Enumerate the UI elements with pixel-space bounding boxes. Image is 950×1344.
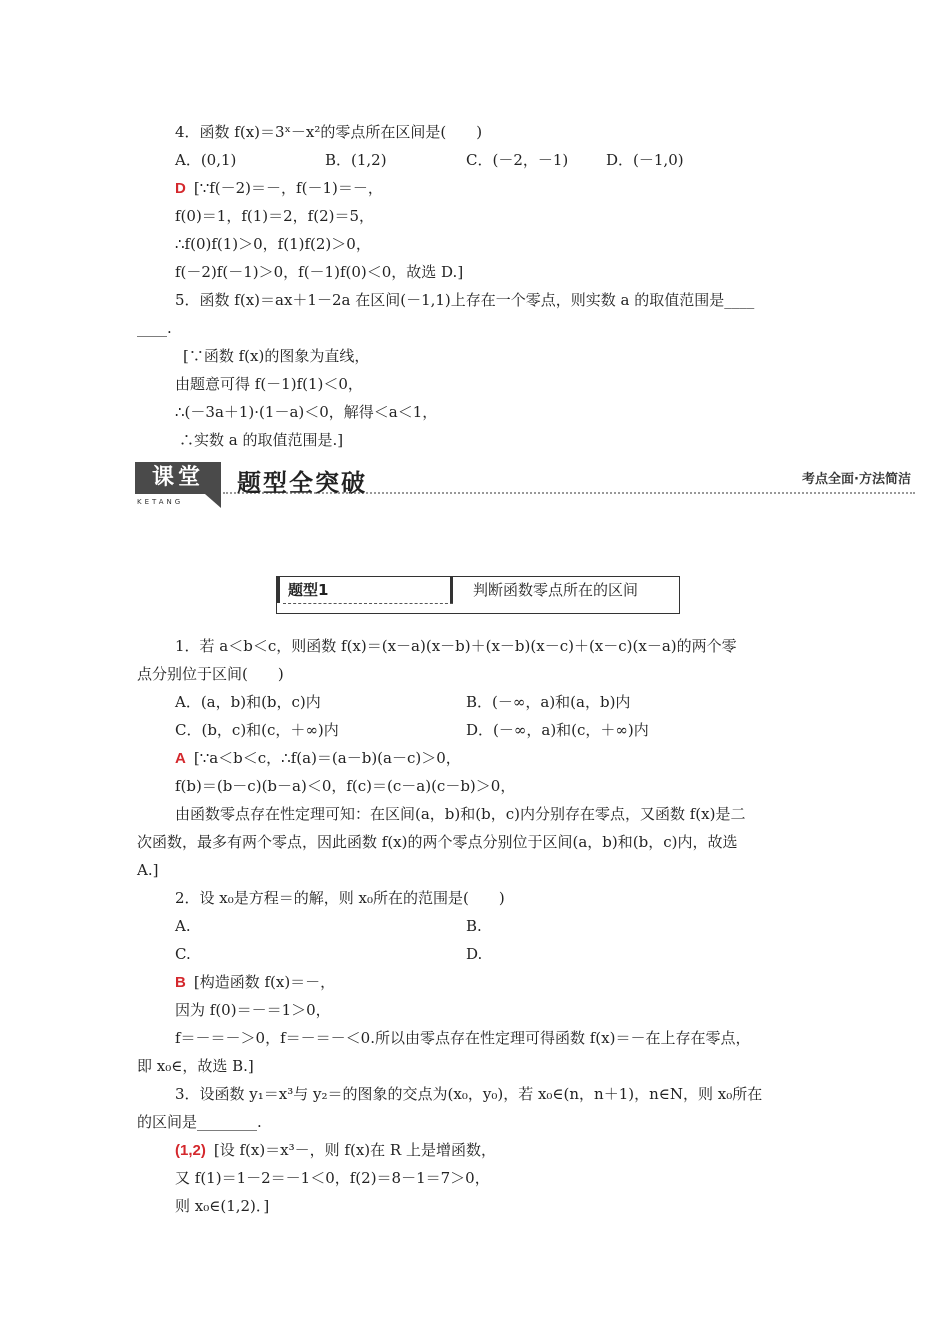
q1-option-c: C．(b，c)和(c，＋∞)内: [175, 721, 339, 739]
q3-solution-line: [175, 1140, 496, 1161]
q1-stem-cont: 点分别位于区间( ): [137, 665, 284, 683]
q2-solution-line: f＝－＝－＞0，f＝－＝－＜0.所以由零点存在性定理可得函数 f(x)＝－在上存在零点，: [175, 1029, 751, 1047]
q1-solution-line: f(b)＝(b－c)(b－a)＜0，f(c)＝(c－a)(c－b)＞0，: [175, 777, 516, 795]
q4-solution-text: [∵f(－2)＝－，f(－1)＝－，: [193, 179, 383, 197]
q2-option-b: B.: [466, 917, 482, 935]
q3-solution-text: [设 f(x)＝x³－，则 f(x)在 R 上是增函数，: [213, 1141, 496, 1159]
question-type-box: [276, 576, 680, 614]
q5-solution-line: 由题意可得 f(－1)f(1)＜0，: [175, 375, 363, 393]
banner-slogan: 考点全面·方法简洁: [802, 472, 911, 487]
question-type-title: 判断函数零点所在的区间: [473, 581, 639, 599]
q4-solution-line: [175, 178, 383, 199]
q5-stem-cont: ____.: [137, 319, 172, 337]
q3-answer: (1,2): [175, 1142, 206, 1159]
q4-stem: 4．函数 f(x)＝3ˣ－x²的零点所在区间是( ): [175, 123, 483, 141]
q2-option-d: D.: [466, 945, 483, 963]
q5-stem: 5．函数 f(x)＝ax＋1－2a 在区间(－1,1)上存在一个零点，则实数 a 的取值范围是____: [175, 291, 755, 309]
q5-solution-line: [∵函数 f(x)的图象为直线，: [183, 347, 370, 365]
type-label-rule: [283, 603, 453, 604]
q4-solution-line: f(0)＝1，f(1)＝2，f(2)＝5，: [175, 207, 375, 225]
q4-option-c: C．(－2，－1): [466, 151, 569, 169]
q3-solution-line: 则 x₀∈(1,2)．]: [175, 1197, 270, 1215]
q1-option-a: A．(a，b)和(b，c)内: [175, 693, 321, 711]
q4-answer: D: [175, 180, 186, 197]
q4-option-a: A．(0,1): [175, 151, 237, 169]
q3-stem-cont: 的区间是________.: [137, 1113, 262, 1131]
question-type-label: 题型1: [277, 577, 453, 603]
q4-solution-line: f(－2)f(－1)＞0，f(－1)f(0)＜0，故选 D.]: [175, 263, 464, 281]
q1-solution-text: [∵a＜b＜c，∴f(a)＝(a－b)(a－c)＞0，: [193, 749, 461, 767]
ketang-badge-en: KETANG: [137, 498, 184, 506]
badge-tail: [205, 494, 221, 508]
q2-solution-line: [175, 972, 335, 993]
q1-solution-line: [175, 748, 461, 769]
q2-solution-line: 因为 f(0)＝－＝1＞0，: [175, 1001, 331, 1019]
q4-option-d: D．(－1,0): [606, 151, 684, 169]
q1-stem: 1．若 a＜b＜c，则函数 f(x)＝(x－a)(x－b)＋(x－b)(x－c)＋(x－c)(x－a)的两个零: [175, 637, 737, 655]
banner-title: 题型全突破: [237, 469, 367, 497]
q2-option-a: A.: [175, 917, 191, 935]
section-banner: [135, 462, 915, 508]
q3-solution-line: 又 f(1)＝1－2＝－1＜0，f(2)＝8－1＝7＞0，: [175, 1169, 490, 1187]
q2-option-c: C.: [175, 945, 191, 963]
q1-option-b: B．(－∞，a)和(a，b)内: [466, 693, 631, 711]
ketang-badge: 课堂: [135, 462, 221, 494]
q2-stem: 2．设 x₀是方程＝的解，则 x₀所在的范围是( ): [175, 889, 505, 907]
q4-solution-line: ∴f(0)f(1)＞0，f(1)f(2)＞0，: [175, 235, 371, 253]
q5-solution-line: ∴(－3a＋1)·(1－a)＜0，解得＜a＜1，: [175, 403, 438, 421]
q1-option-d: D．(－∞，a)和(c，＋∞)内: [466, 721, 649, 739]
q1-solution-line: 由函数零点存在性定理可知：在区间(a，b)和(b，c)内分别存在零点，又函数 f(x)是二: [175, 805, 746, 823]
q2-solution-line: 即 x₀∈，故选 B.]: [137, 1057, 254, 1075]
q1-answer: A: [175, 750, 186, 767]
q2-answer: B: [175, 974, 186, 991]
q5-solution-line: ∴实数 a 的取值范围是.]: [179, 431, 344, 449]
q4-option-b: B．(1,2): [325, 151, 387, 169]
q1-solution-line: 次函数，最多有两个零点，因此函数 f(x)的两个零点分别位于区间(a，b)和(b，c)内，故选: [137, 833, 738, 851]
q3-stem: 3．设函数 y₁＝x³与 y₂＝的图象的交点为(x₀，y₀)，若 x₀∈(n，n＋1)，n∈N，则 x₀所在: [175, 1085, 763, 1103]
q2-solution-text: [构造函数 f(x)＝－，: [193, 973, 336, 991]
q1-solution-line: A.]: [137, 861, 159, 879]
